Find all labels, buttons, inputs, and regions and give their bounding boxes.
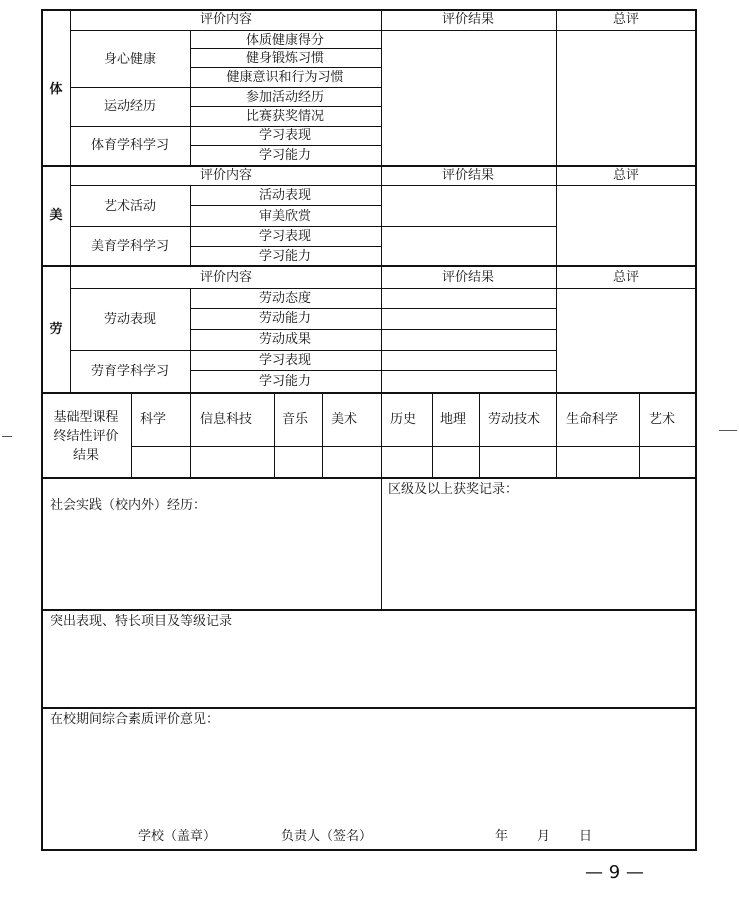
- lao-line: [70, 350, 556, 351]
- ti-line: [190, 145, 381, 146]
- group-name: 身心健康: [103, 52, 157, 67]
- subjects-mid-line: [131, 446, 697, 447]
- lao-line: [190, 370, 556, 371]
- section-divider-mei: [41, 265, 697, 267]
- ti-line: [190, 67, 381, 68]
- margin-mark: [719, 430, 737, 431]
- page-number: — 9 —: [585, 862, 644, 883]
- awards-label: 区级及以上获奖记录：: [388, 482, 519, 497]
- frame-left: [41, 9, 43, 850]
- ti-line: [190, 106, 381, 107]
- total-column-line: [556, 9, 557, 392]
- section-divider-highlights: [41, 707, 697, 709]
- result-column-line: [381, 9, 382, 392]
- subject-name: 历史: [389, 412, 417, 427]
- item-name: 健身锻炼习惯: [245, 51, 325, 66]
- item-name: 比赛获奖情况: [245, 109, 325, 124]
- group-name: 劳动表现: [103, 312, 157, 327]
- item-name: 参加活动经历: [245, 90, 325, 105]
- frame-right: [695, 9, 697, 850]
- group-name: 体育学科学习: [90, 138, 170, 153]
- item-name: 体质健康得分: [245, 33, 325, 48]
- subject-name: 生命科学: [565, 412, 619, 427]
- header-result: 评价结果: [441, 168, 495, 183]
- item-name: 劳动能力: [258, 311, 312, 326]
- section-divider-practice: [41, 609, 697, 611]
- lao-item-column-line: [190, 288, 191, 392]
- header-content: 评价内容: [199, 12, 253, 27]
- item-name: 活动表现: [258, 188, 312, 203]
- margin-mark: [2, 436, 12, 437]
- mei-line: [190, 205, 381, 206]
- ti-line: [70, 126, 381, 127]
- item-name: 劳动态度: [258, 291, 312, 306]
- mei-line: [70, 226, 556, 227]
- subjects-label-line: 终结性评价: [53, 429, 119, 444]
- subject-name: 科学: [139, 412, 167, 427]
- subject-name: 信息科技: [199, 412, 253, 427]
- subjects-col-line: [322, 392, 323, 477]
- social-practice-label: 社会实践（校内外）经历：: [50, 498, 207, 513]
- section-label-ti: 体: [49, 82, 63, 97]
- item-name: 学习表现: [258, 353, 312, 368]
- lao-line: [190, 308, 556, 309]
- subject-name: 美术: [330, 412, 358, 427]
- section-label-lao: 劳: [49, 322, 63, 337]
- frame-top: [41, 9, 697, 11]
- item-name: 劳动成果: [258, 332, 312, 347]
- header-total: 总评: [612, 270, 640, 285]
- date-year-label: 年: [495, 829, 509, 844]
- header-total: 总评: [612, 12, 640, 27]
- section-divider-lao: [41, 392, 697, 394]
- header-content: 评价内容: [199, 168, 253, 183]
- lao-line: [190, 329, 556, 330]
- group-name: 运动经历: [103, 99, 157, 114]
- header-total: 总评: [612, 168, 640, 183]
- date-month-label: 月: [537, 829, 551, 844]
- overall-opinion-label: 在校期间综合素质评价意见：: [50, 712, 220, 727]
- highlights-label: 突出表现、特长项目及等级记录: [50, 614, 233, 629]
- mei-line: [190, 246, 381, 247]
- lao-header-line: [70, 288, 697, 289]
- item-name: 学习能力: [258, 148, 312, 163]
- item-name: 学习能力: [258, 374, 312, 389]
- header-result: 评价结果: [441, 12, 495, 27]
- subject-name: 地理: [439, 412, 467, 427]
- item-name: 学习表现: [258, 128, 312, 143]
- subjects-col-line: [381, 392, 382, 477]
- subjects-col-line: [479, 392, 480, 477]
- item-name: 学习表现: [258, 229, 312, 244]
- date-day-label: 日: [579, 829, 593, 844]
- subjects-col-line: [432, 392, 433, 477]
- section-label-mei: 美: [49, 208, 63, 223]
- group-name: 劳育学科学习: [90, 364, 170, 379]
- subjects-col-line: [274, 392, 275, 477]
- frame-bottom: [41, 849, 697, 851]
- ti-line: [70, 87, 381, 88]
- subjects-col-line: [639, 392, 640, 477]
- ti-header-line: [70, 30, 697, 31]
- practice-awards-divider: [381, 477, 382, 609]
- subjects-label-line: 结果: [72, 448, 100, 463]
- mei-header-line: [70, 185, 697, 186]
- label-column-line: [70, 9, 71, 392]
- subject-name: 音乐: [281, 412, 309, 427]
- school-stamp-label: 学校（盖章）: [138, 829, 217, 844]
- leader-sign-label: 负责人（签名）: [281, 829, 373, 844]
- group-name: 美育学科学习: [90, 239, 170, 254]
- item-name: 健康意识和行为习惯: [226, 70, 344, 85]
- item-name: 审美欣赏: [258, 209, 312, 224]
- subjects-label-line: 基础型课程: [53, 410, 119, 425]
- section-divider-ti: [41, 165, 697, 167]
- header-content: 评价内容: [199, 270, 253, 285]
- subject-name: 艺术: [648, 412, 676, 427]
- section-divider-subjects: [41, 477, 697, 479]
- subjects-col-line: [556, 392, 557, 477]
- header-result: 评价结果: [441, 270, 495, 285]
- subjects-col-line: [131, 392, 132, 477]
- group-name: 艺术活动: [103, 199, 157, 214]
- subject-name: 劳动技术: [487, 412, 541, 427]
- subjects-col-line: [190, 392, 191, 477]
- mei-item-column-line: [190, 185, 191, 265]
- item-name: 学习能力: [258, 249, 312, 264]
